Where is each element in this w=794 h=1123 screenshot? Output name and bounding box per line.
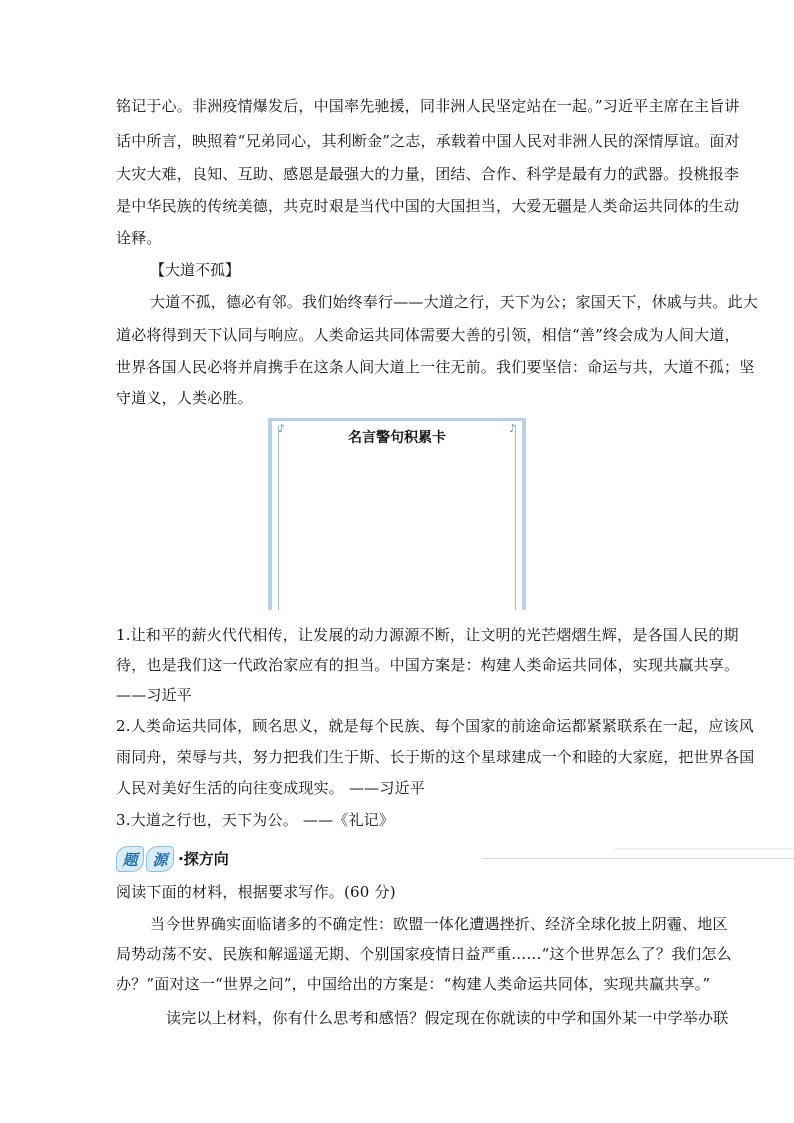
intro-line: 是中华民族的传统美德，共克时艰是当代中国的大国担当，大爱无疆是人类命运共同体的生动 [116,197,740,215]
quote-line: ——习近平 [116,686,193,704]
task-line: 阅读下面的材料，根据要求写作。(60 分) [116,883,396,901]
card-title: 名言警句积累卡 [348,430,446,446]
section-line: 大道不孤，德必有邻。我们始终奉行——大道之行，天下为公；家国天下，休戚与共。此大 [150,293,759,311]
quote-card [268,418,526,610]
banner-title: ·探方向 [178,850,229,868]
badge-char: 源 [146,846,174,872]
section-heading: 【大道不孤】 [150,261,241,279]
intro-line: 诠释。 [116,229,162,247]
card-corner-ornament-icon: ♪ [508,422,516,435]
banner-badge [116,846,174,872]
section-banner [116,844,794,874]
banner-divider [614,848,794,849]
intro-line: 话中所言，映照着“兄弟同心，其利断金”之志，承载着中国人民对非洲人民的深情厚谊。面对 [116,132,740,150]
quote-line: 待，也是我们这一代政治家应有的担当。中国方案是：构建人类命运共同体，实现共赢共享。 [116,656,740,674]
quote-line: 2.人类命运共同体，顾名思义，就是每个民族、每个国家的前途命运都紧紧联系在一起，应该风 [116,717,754,735]
quote-line: 3.大道之行也，天下为公。 ——《礼记》 [116,811,395,829]
task-line: 办？”面对这一“世界之问”，中国给出的方案是：“构建人类命运共同体，实现共赢共享。” [116,975,711,993]
task-line: 局势动荡不安、民族和解遥遥无期、个别国家疫情日益严重……“这个世界怎么了？我们怎么 [116,945,732,963]
quote-line: 雨同舟，荣辱与共，努力把我们生于斯、长于斯的这个星球建成一个和睦的大家庭，把世界各国 [116,748,755,766]
intro-line: 大灾大难，良知、互助、感恩是最强大的力量，团结、合作、科学是最有力的武器。投桃报李 [116,165,740,183]
task-line: 当今世界确实面临诸多的不确定性：欧盟一体化遭遇挫折、经济全球化披上阴霾、地区 [150,915,728,933]
quote-line: 人民对美好生活的向往变成现实。 ——习近平 [116,779,425,797]
banner-divider [482,858,794,859]
card-corner-ornament-icon: ♪ [278,422,286,435]
section-line: 守道义，人类必胜。 [116,389,253,407]
section-line: 世界各国人民必将并肩携手在这条人间大道上一往无前。我们要坚信：命运与共，大道不孤；坚 [116,358,755,376]
badge-char: 题 [116,846,144,872]
section-line: 道必将得到天下认同与响应。人类命运共同体需要大善的引领，相信“善”终会成为人间大道， [116,326,740,344]
intro-line: 铭记于心。非洲疫情爆发后，中国率先驰援，同非洲人民坚定站在一起。”习近平主席在主旨讲 [116,97,740,115]
quote-line: 1.让和平的薪火代代相传，让发展的动力源源不断，让文明的光芒熠熠生辉，是各国人民的期 [116,626,739,644]
card-inner-frame [278,425,516,610]
task-line: 读完以上材料，你有什么思考和感悟？假定现在你就读的中学和国外某一中学举办联 [166,1009,729,1027]
